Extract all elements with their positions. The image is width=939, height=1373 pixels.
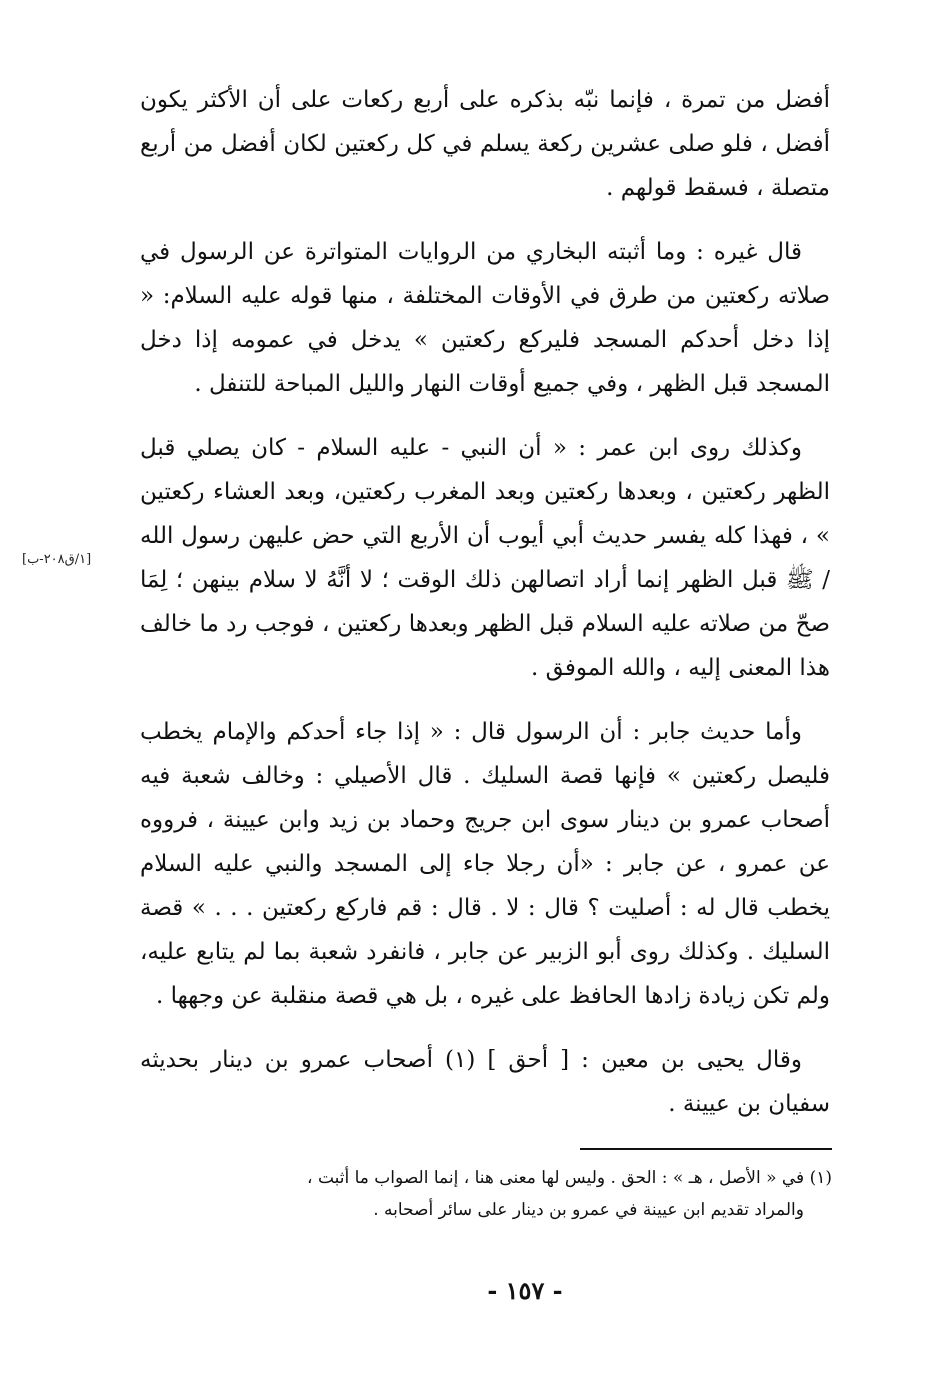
paragraph-4: وأما حديث جابر : أن الرسول قال : « إذا جاء أحدكم والإمام يخطب فليصل ركعتين » فإنها قصة السليك . قال الأصيلي : وخالف شعبة فيه أصحاب عمرو بن دينار سوى ابن جريج وحماد بن زيد وابن عيينة ، فرووه عن عمرو ، عن جابر : «أن رجلا جاء إلى المسجد والنبي عليه السلام يخطب قال له : أصليت ؟ قال : لا . قال : قم فاركع ركعتين . . . » قصة السليك . وكذلك روى أبو الزبير عن جابر ، فانفرد شعبة بما لم يتابع عليه، ولم تكن زيادة زادها الحافظ على غيره ، بل هي قصة منقلبة عن وجهها .	[140, 719, 830, 1009]
page-number: - ١٥٧ -	[487, 1276, 563, 1305]
paragraph-1: أفضل من تمرة ، فإنما نبّه بذكره على أربع ركعات على أن الأكثر يكون أفضل ، فلو صلى عشرين ركعة يسلم في كل ركعتين لكان أفضل من أربع متصلة ، فسقط قولهم .	[140, 87, 830, 201]
footnote-line-2: والمراد تقديم ابن عيينة في عمرو بن دينار على سائر أصحابه .	[373, 1200, 804, 1220]
footnote-line-1: (١) في « الأصل ، هـ » : الحق . وليس لها معنى هنا ، إنما الصواب ما أثبت ،	[307, 1168, 832, 1188]
main-text	[140, 78, 830, 1146]
manuscript-folio-note: [١/ق٢٠٨-ب]	[22, 552, 92, 567]
footnote	[140, 1162, 832, 1226]
paragraph-3: وكذلك روى ابن عمر : « أن النبي - عليه السلام - كان يصلي قبل الظهر ركعتين ، وبعدها ركعتين وبعد المغرب ركعتين، وبعد العشاء ركعتين » ، فهذا كله يفسر حديث أبي أيوب أن الأربع التي حض عليهن رسول الله / ﷺ قبل الظهر إنما أراد اتصالهن ذلك الوقت ؛ لا أنَّهُ لا سلام بينهن ؛ لِمَا صحّ من صلاته عليه السلام قبل الظهر وبعدها ركعتين ، فوجب رد ما خالف هذا المعنى إليه ، والله الموفق .	[140, 435, 830, 681]
paragraph-5: وقال يحيى بن معين : [ أحق ] (١) أصحاب عمرو بن دينار بحديثه سفيان بن عيينة .	[140, 1047, 830, 1117]
paragraph-2: قال غيره : وما أثبته البخاري من الروايات المتواترة عن الرسول في صلاته ركعتين من طرق في الأوقات المختلفة ، منها قوله عليه السلام: « إذا دخل أحدكم المسجد فليركع ركعتين » يدخل في عمومه إذا دخل المسجد قبل الظهر ، وفي جميع أوقات النهار والليل المباحة للتنفل .	[140, 239, 830, 397]
footnote-divider	[580, 1148, 832, 1150]
